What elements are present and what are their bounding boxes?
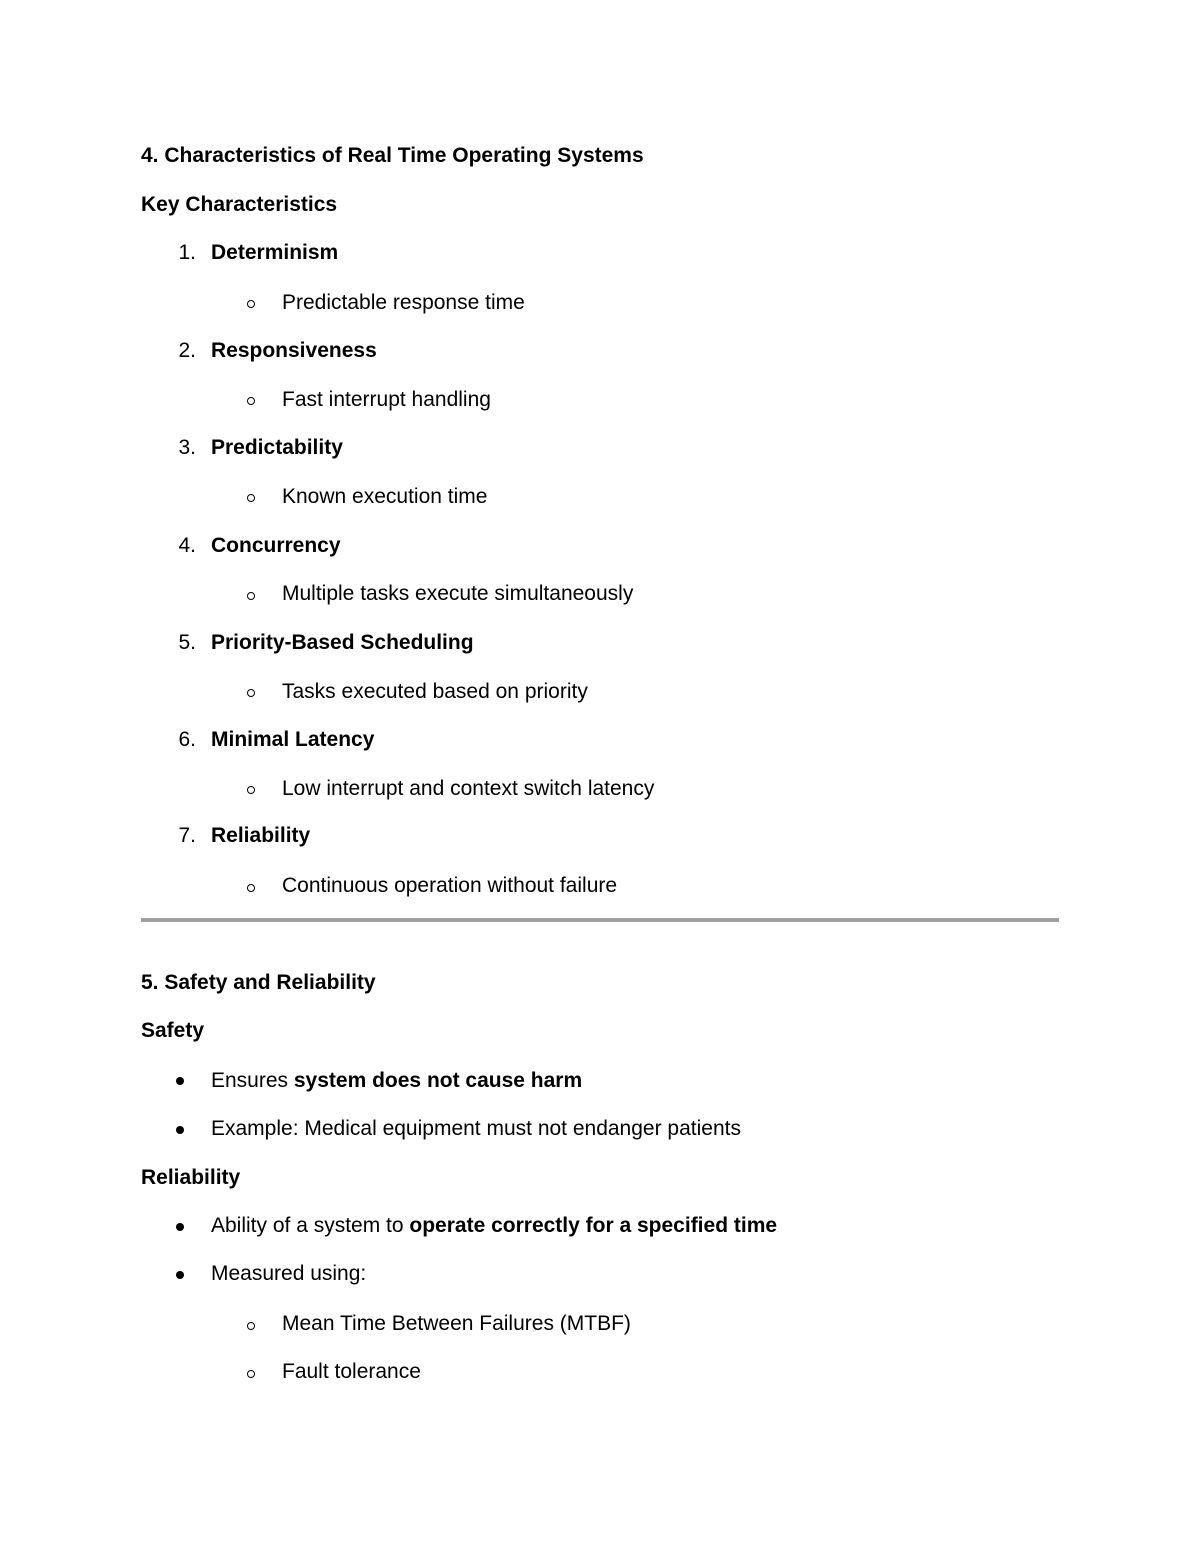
circle-bullet-icon bbox=[247, 786, 255, 794]
section-5-title: 5. Safety and Reliability bbox=[141, 971, 376, 994]
list-number: 2. bbox=[178, 339, 196, 362]
bullet-icon bbox=[176, 1077, 184, 1085]
circle-bullet-icon bbox=[247, 494, 255, 502]
safety-bullet-2: Example: Medical equipment must not endanger patients bbox=[211, 1117, 741, 1140]
bullet-bold-text: system does not cause harm bbox=[293, 1069, 583, 1092]
circle-bullet-icon bbox=[247, 689, 255, 697]
reliability-heading: Reliability bbox=[141, 1166, 241, 1189]
horizontal-divider bbox=[141, 918, 1059, 922]
bullet-bold-text: operate correctly for a specified time bbox=[409, 1214, 778, 1237]
circle-bullet-icon bbox=[247, 300, 255, 308]
safety-bullet-1 bbox=[211, 1068, 582, 1094]
reliability-bullet-1 bbox=[211, 1213, 777, 1239]
circle-bullet-icon bbox=[247, 1322, 255, 1330]
circle-bullet-icon bbox=[247, 1370, 255, 1378]
list-number: 6. bbox=[178, 728, 196, 751]
list-number: 7. bbox=[178, 824, 196, 847]
list-subitem: Known execution time bbox=[282, 485, 488, 508]
circle-bullet-icon bbox=[247, 397, 255, 405]
reliability-bullet-2: Measured using: bbox=[211, 1262, 367, 1285]
list-item-label: Predictability bbox=[211, 436, 343, 459]
list-subitem: Fault tolerance bbox=[282, 1360, 421, 1383]
bullet-text: Ensures bbox=[211, 1069, 294, 1092]
circle-bullet-icon bbox=[247, 884, 255, 892]
bullet-icon bbox=[176, 1271, 184, 1279]
list-number: 5. bbox=[178, 631, 196, 654]
list-subitem: Low interrupt and context switch latency bbox=[282, 777, 655, 800]
list-subitem: Continuous operation without failure bbox=[282, 874, 618, 897]
key-characteristics-heading: Key Characteristics bbox=[141, 193, 338, 216]
bullet-icon bbox=[176, 1126, 184, 1134]
list-number: 1. bbox=[178, 241, 196, 264]
list-item-label: Priority-Based Scheduling bbox=[211, 631, 474, 654]
list-subitem: Predictable response time bbox=[282, 291, 525, 314]
circle-bullet-icon bbox=[247, 592, 255, 600]
list-number: 4. bbox=[178, 534, 196, 557]
safety-heading: Safety bbox=[141, 1019, 205, 1042]
list-subitem: Multiple tasks execute simultaneously bbox=[282, 582, 634, 605]
bullet-text: Ability of a system to bbox=[211, 1214, 410, 1237]
list-item-label: Minimal Latency bbox=[211, 728, 375, 751]
list-subitem: Mean Time Between Failures (MTBF) bbox=[282, 1312, 631, 1335]
list-item-label: Determinism bbox=[211, 241, 339, 264]
list-item-label: Reliability bbox=[211, 824, 311, 847]
list-subitem: Tasks executed based on priority bbox=[282, 680, 588, 703]
section-4-title: 4. Characteristics of Real Time Operating Systems bbox=[141, 144, 644, 167]
list-item-label: Concurrency bbox=[211, 534, 341, 557]
list-subitem: Fast interrupt handling bbox=[282, 388, 491, 411]
list-item-label: Responsiveness bbox=[211, 339, 377, 362]
bullet-icon bbox=[176, 1223, 184, 1231]
list-number: 3. bbox=[178, 436, 196, 459]
